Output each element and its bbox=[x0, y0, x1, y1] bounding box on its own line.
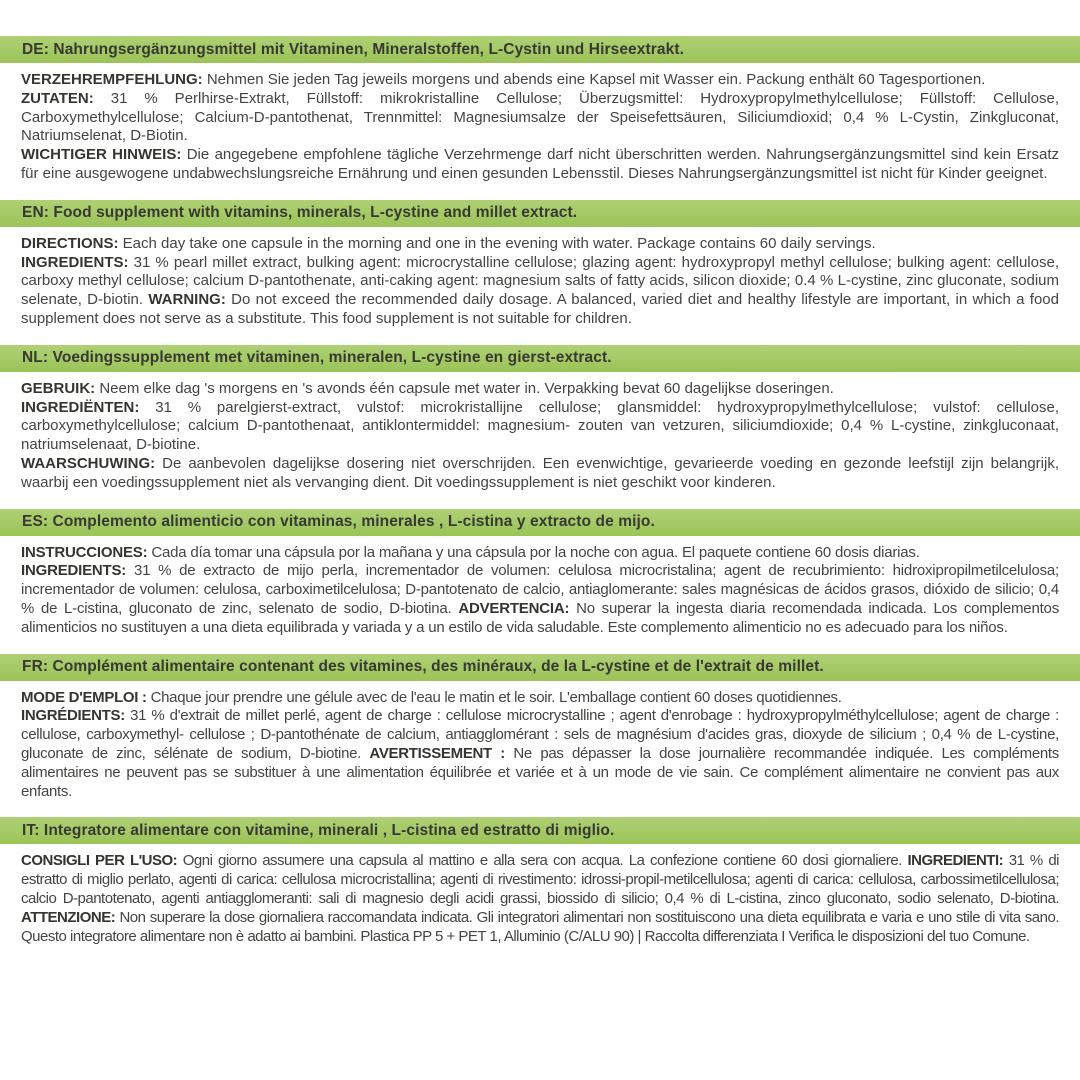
section-header-title-it: IT: Integratore alimentare con vitamine, minerali , L-cistina ed estratto di miglio. bbox=[22, 821, 615, 839]
text-run: Cada día tomar una cápsula por la mañana y una cápsula por la noche con agua. El paquete contiene 60 dosis diarias. bbox=[151, 543, 920, 561]
section-header-title-es: ES: Complemento alimenticio con vitaminas, minerales , L-cistina y extracto de mijo. bbox=[22, 513, 655, 531]
section-header-bar-it bbox=[0, 817, 1080, 844]
section-de bbox=[0, 36, 1080, 184]
bold-label: ADVERTENCIA: bbox=[458, 599, 577, 617]
text-run: Do not exceed the recommended daily dosage. A balanced, varied diet and healthy lifestyle are important, in which a food supplement does not serve as a substitute. This food supplement is not suitable for children. bbox=[21, 291, 1059, 327]
section-header-title-en: EN: Food supplement with vitamins, minerals, L-cystine and millet extract. bbox=[22, 204, 578, 222]
bold-label: INGREDIENTS: bbox=[21, 253, 134, 271]
paragraph-nl-1 bbox=[21, 399, 1059, 455]
section-header-bar-fr bbox=[0, 654, 1080, 681]
section-body-fr bbox=[0, 681, 1080, 802]
bold-label: WAARSCHUWING: bbox=[21, 454, 163, 472]
text-run: 31 % di estratto di miglio perlato, agenti di carica: cellulosa microcristallina; agenti di rivestimento: idrossi-propil-metilcellulosa; agenti di carica: cellulosa, carbossimetilcellulosa; calcio D-pantotenato, agenti antiagglomeranti: sali di magnesio degli acidi grassi, biossido di silicio; 0,4 % di L-cistina, zinco gluconato, sodio selenato, D-biotina. bbox=[21, 852, 1059, 907]
bold-label: WICHTIGER HINWEIS: bbox=[21, 146, 187, 164]
section-header-title-de: DE: Nahrungsergänzungsmittel mit Vitaminen, Mineralstoffen, L-Cystin und Hirseextrakt. bbox=[22, 40, 684, 58]
text-run: No superar la ingesta diaria recomendada indicada. Los complementos alimenticios no sustituyen a una dieta equilibrada y variada y a un estilo de vida saludable. Este complemento alimenticio no es adecuado para los niños. bbox=[21, 599, 1060, 636]
bold-label: AVERTISSEMENT : bbox=[369, 744, 514, 762]
bold-label: INSTRUCCIONES: bbox=[21, 543, 152, 561]
section-body-es bbox=[0, 536, 1080, 638]
section-nl bbox=[0, 345, 1080, 493]
paragraph-es-0 bbox=[21, 544, 1059, 563]
bold-label: INGREDIENTI: bbox=[907, 852, 1009, 870]
text-run: 31 % parelgierst-extract, vulstof: microkristallijne cellulose; glansmiddel: hydroxypropylmethylcellulose; vulstof: cellulose, carboxymethylcellulose; calcium D-pantothenaat, antiklontermiddel: magnesium- zouten van vetzuren, siliciumdioxide; 0,4 % L-cystine, zinkgluconaat, natriumselenaat, D-biotine. bbox=[21, 398, 1059, 454]
text-run: Each day take one capsule in the morning and one in the evening with water. Package contains 60 daily servings. bbox=[122, 234, 876, 252]
section-header-bar-en bbox=[0, 200, 1080, 227]
bold-label: INGREDIENTS: bbox=[21, 562, 134, 580]
paragraph-de-1 bbox=[21, 90, 1059, 146]
section-header-title-fr: FR: Complément alimentaire contenant des vitamines, des minéraux, de la L-cystine et de l'extrait de millet. bbox=[22, 658, 824, 676]
paragraph-it-0 bbox=[21, 852, 1059, 946]
section-body-de bbox=[0, 63, 1080, 184]
text-run: 31 % d'extrait de millet perlé, agent de charge : cellulose microcrystalline ; agent d'enrobage : hydroxypropylméthylcellulose; agent de charge : cellulose, carboxymethyl- cellulose ; D-pantothénate de calcium, antiagglomérant : sels de magnésium d'acides gras, dioxyde de silicium ; 0,4 % de L-cystine, gluconate de zinc, sélénate de sodium, D-biotine. bbox=[21, 707, 1059, 762]
text-run: Nehmen Sie jeden Tag jeweils morgens und abends eine Kapsel mit Wasser ein. Packung enthält 60 Tagesportionen. bbox=[206, 71, 986, 88]
section-fr bbox=[0, 654, 1080, 802]
section-en bbox=[0, 200, 1080, 329]
text-run: Neem elke dag 's morgens en 's avonds één capsule met water in. Verpakking bevat 60 dagelijkse doseringen. bbox=[99, 379, 834, 397]
section-header-bar-es bbox=[0, 509, 1080, 536]
sections-container bbox=[0, 36, 1080, 946]
text-run: 31 % pearl millet extract, bulking agent: microcrystalline cellulose; glazing agent: hydroxypropyl methyl cellulose; bulking agent: cellulose, carboxy methyl cellulose; calcium D-pantothenate, anti-caking agent: magnesium salts of fatty acids, silicon dioxide; 0.4 % L-cystine, zinc gluconate, sodium selenate, D-biotin. bbox=[21, 253, 1059, 309]
bold-label: MODE D'EMPLOI : bbox=[21, 688, 151, 706]
text-run: Chaque jour prendre une gélule avec de l'eau le matin et le soir. L'emballage contient 60 doses quotidiennes. bbox=[150, 688, 842, 706]
section-it bbox=[0, 817, 1080, 946]
bold-label: ATTENZIONE: bbox=[21, 908, 120, 926]
bold-label: GEBRUIK: bbox=[21, 379, 100, 397]
paragraph-en-1 bbox=[21, 254, 1059, 329]
text-run: Die angegebene empfohlene tägliche Verzehrmenge darf nicht überschritten werden. Nahrungsergänzungsmittel sind kein Ersatz für eine ausgewogene undabwechslungsreiche Ernährung und einen gesunden Lebensstil. Dieses Nahrungsergänzungsmittel ist nicht für Kinder geeignet. bbox=[21, 146, 1059, 182]
text-run: Non superare la dose giornaliera raccomandata indicata. Gli integratori alimentari non sostituiscono una dieta equilibrata e varia e uno stile di vita sano. Questo integratore alimentare non è adatto ai bambini. Plastica PP 5 + PET 1, Alluminio (C/ALU 90) | Raccolta differenziata I Verifica le disposizioni del tuo Comune. bbox=[21, 908, 1059, 945]
section-body-it bbox=[0, 844, 1080, 946]
section-body-nl bbox=[0, 372, 1080, 493]
bold-label: ZUTATEN: bbox=[21, 89, 111, 107]
text-run: Ogni giorno assumere una capsula al mattino e alla sera con acqua. La confezione contiene 60 dosi giornaliere. bbox=[182, 852, 908, 870]
section-es bbox=[0, 509, 1080, 638]
bold-label: WARNING: bbox=[148, 291, 232, 309]
paragraph-nl-2 bbox=[21, 455, 1059, 493]
bold-label: CONSIGLI PER L'USO: bbox=[21, 852, 183, 870]
bold-label: DIRECTIONS: bbox=[21, 234, 123, 252]
paragraph-en-0 bbox=[21, 235, 1059, 254]
bold-label: INGREDIËNTEN: bbox=[21, 398, 156, 416]
section-header-title-nl: NL: Voedingssupplement met vitaminen, mineralen, L-cystine en gierst-extract. bbox=[22, 349, 612, 367]
paragraph-nl-0 bbox=[21, 380, 1059, 399]
section-header-bar-nl bbox=[0, 345, 1080, 372]
text-run: De aanbevolen dagelijkse dosering niet overschrijden. Een evenwichtige, gevarieerde voeding en gezonde leefstijl zijn belangrijk, waarbij een voedingssupplement niet als vervanging dient. Dit voedingssupplement is niet geschikt voor kinderen. bbox=[21, 454, 1059, 491]
paragraph-de-0 bbox=[21, 71, 1059, 90]
text-run: 31 % de extracto de mijo perla, incrementador de volumen: celulosa microcristalina; agent de recubrimiento: hidroxipropilmetilcelulosa; incrementador de volumen: celulosa, carboximetilcelulosa; D-pantotenato de calcio, antiaglomerante: sales magnésicas de ácidos grasos, dióxido de silicio; 0,4 % de L-cistina, gluconato de zinc, selenato de sodio, D-biotina. bbox=[21, 562, 1060, 617]
bold-label: INGRÉDIENTS: bbox=[21, 707, 131, 725]
paragraph-de-2 bbox=[21, 146, 1059, 184]
paragraph-fr-0 bbox=[21, 689, 1059, 708]
paragraph-fr-1 bbox=[21, 707, 1059, 801]
text-run: Ne pas dépasser la dose journalière recommandée indiquée. Les compléments alimentaires ne peuvent pas se substituer à une alimentation équilibrée et variée et à un mode de vie sain. Ce complément alimentaire ne convient pas aux enfants. bbox=[21, 744, 1060, 800]
bold-label: VERZEHREMPFEHLUNG: bbox=[21, 71, 207, 88]
text-run: 31 % Perlhirse-Extrakt, Füllstoff: mikrokristalline Cellulose; Überzugsmittel: Hydroxypropylmethylcellulose; Füllstoff: Cellulose, Carboxymethylcellulose; Calcium-D-pantothenat, Trennmittel: Magnesiumsalze der Speisefettsäuren, Siliciumdioxid; 0,4 % L-Cystin, Zinkgluconat, Natriumselenat, D-Biotin. bbox=[21, 89, 1059, 145]
section-body-en bbox=[0, 227, 1080, 329]
paragraph-es-1 bbox=[21, 562, 1059, 637]
section-header-bar-de bbox=[0, 36, 1080, 63]
